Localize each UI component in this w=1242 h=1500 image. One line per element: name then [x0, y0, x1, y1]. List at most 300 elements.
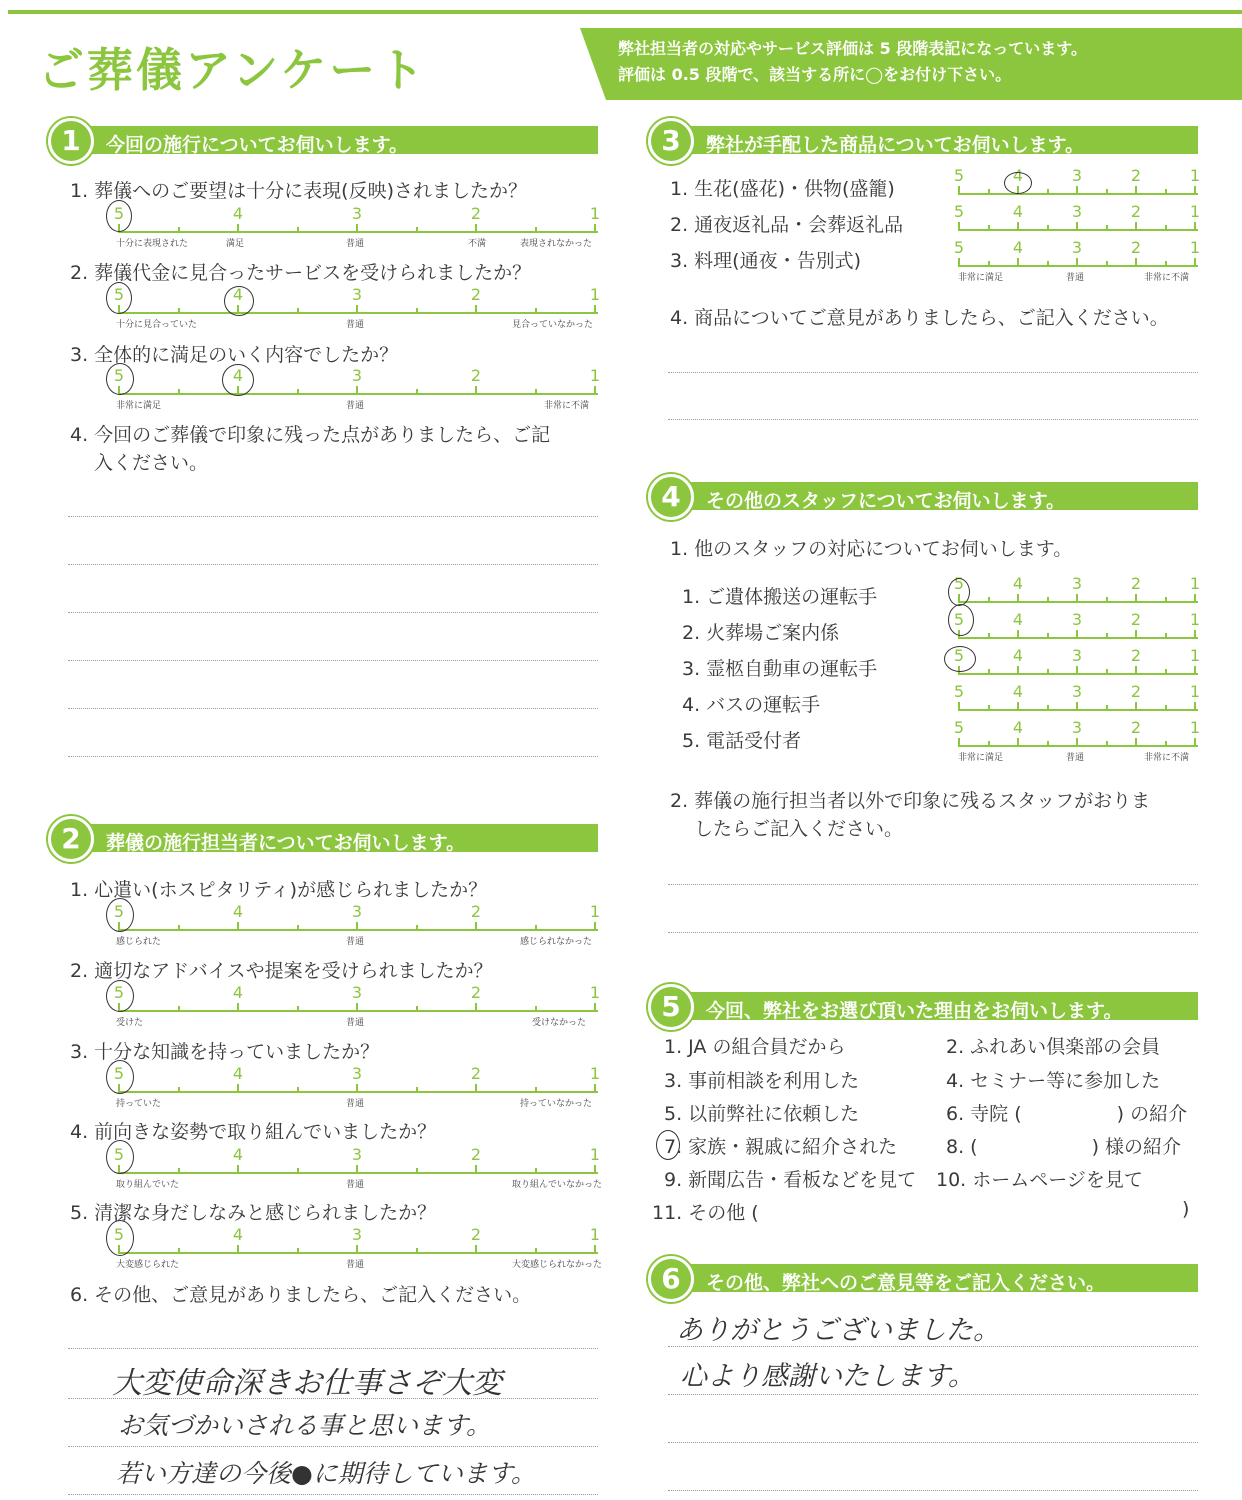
scale-half-tick	[1165, 669, 1167, 674]
scale-tick	[1135, 630, 1137, 639]
scale-half-tick	[297, 1248, 299, 1253]
scale-tick	[1076, 738, 1078, 747]
scale-half-tick	[297, 308, 299, 313]
answer-mark-5[interactable]	[106, 1060, 134, 1094]
section-3-title: 弊社が手配した商品についてお伺いします。	[706, 134, 1085, 156]
scale-half-tick	[178, 308, 180, 313]
scale-label: 普通	[346, 937, 365, 947]
scale-label: 普通	[346, 1260, 365, 1270]
scale-tick	[237, 922, 239, 931]
scale-number[interactable]: 4	[1012, 574, 1024, 593]
header-note-1: 弊社担当者の対応やサービス評価は 5 段階表記になっています。	[618, 39, 1087, 58]
s4-item-5: 5. 電話受付者	[682, 730, 802, 752]
scale-half-tick	[1106, 189, 1108, 194]
scale-label: 感じられなかった	[520, 937, 593, 947]
scale-number[interactable]: 2	[470, 366, 482, 385]
s1-q2-text: 2. 葬儀代金に見合ったサービスを受けられましたか？	[70, 262, 532, 284]
scale-number[interactable]: 1	[589, 1225, 601, 1244]
scale-half-tick	[297, 1006, 299, 1011]
scale-label: 普通	[346, 1180, 365, 1190]
scale-number[interactable]: 4	[1012, 238, 1024, 257]
scale-number[interactable]: 5	[953, 202, 965, 221]
scale-number[interactable]: 4	[232, 1064, 244, 1083]
scale-tick	[475, 1003, 477, 1012]
scale-half-tick	[1165, 261, 1167, 266]
scale-number[interactable]: 2	[1130, 202, 1142, 221]
s4-item-4: 4. バスの運転手	[682, 694, 821, 716]
write-line	[68, 516, 598, 517]
scale-number[interactable]: 3	[351, 902, 363, 921]
scale-half-tick	[1165, 189, 1167, 194]
scale-number[interactable]: 4	[232, 285, 244, 304]
scale-half-tick	[1165, 705, 1167, 710]
scale-tick	[237, 1084, 239, 1093]
scale-label: 大変感じられた	[116, 1260, 180, 1270]
scale-number[interactable]: 2	[470, 285, 482, 304]
scale-tick	[594, 1165, 596, 1174]
scale-tick	[356, 1084, 358, 1093]
scale-number[interactable]: 5	[113, 902, 125, 921]
scale-half-tick	[178, 227, 180, 232]
reason-option-7[interactable]: 7. 家族・親戚に紹介された	[664, 1136, 898, 1158]
scale-label: 普通	[1066, 753, 1085, 763]
scale-label: 普通	[346, 1099, 365, 1109]
handwritten-comment-3: 若い方達の今後●に期待しています。	[116, 1459, 536, 1488]
write-line	[68, 1494, 598, 1495]
handwritten-comment-5: 心より感謝いたします。	[680, 1361, 975, 1392]
scale-label: 受けなかった	[532, 1018, 587, 1028]
handwritten-comment-4: ありがとうございました。	[676, 1315, 1000, 1346]
reason-option-4[interactable]: 4. セミナー等に参加した	[946, 1070, 1161, 1092]
scale-label: 普通	[346, 320, 365, 330]
s4-item-1: 1. ご遺体搬送の運転手	[682, 586, 878, 608]
answer-mark-5[interactable]	[948, 578, 970, 606]
scale-tick	[1135, 666, 1137, 675]
scale-number[interactable]: 5	[953, 646, 965, 665]
scale-half-tick	[1047, 741, 1049, 746]
scale-tick	[1194, 258, 1196, 267]
scale-half-tick	[535, 1168, 537, 1173]
scale-tick	[1076, 702, 1078, 711]
answer-mark-5[interactable]	[106, 1220, 134, 1256]
section-3-header	[648, 124, 1198, 156]
reason-option-11-close: )	[1182, 1198, 1190, 1220]
s2-q4-text: 4. 前向きな姿勢で取り組んでいましたか？	[70, 1121, 437, 1143]
s1-q2-scale	[113, 285, 601, 331]
scale-number[interactable]: 4	[1012, 166, 1024, 185]
s2-q3-scale	[113, 1064, 601, 1110]
answer-mark-5[interactable]	[106, 1140, 134, 1174]
scale-label: 普通	[1066, 273, 1085, 283]
scale-number[interactable]: 1	[1189, 682, 1201, 701]
reason-option-3[interactable]: 3. 事前相談を利用した	[664, 1070, 860, 1092]
scale-number[interactable]: 5	[953, 238, 965, 257]
scale-number[interactable]: 5	[953, 610, 965, 629]
scale-tick	[1076, 594, 1078, 603]
s1-q1-text: 1. 葬儀へのご要望は十分に表現(反映)されましたか？	[70, 180, 527, 202]
scale-tick	[1017, 222, 1019, 231]
scale-tick	[1017, 630, 1019, 639]
scale-number[interactable]: 1	[1189, 574, 1201, 593]
scale-label: 不満	[468, 239, 487, 249]
scale-number[interactable]: 4	[232, 1145, 244, 1164]
scale-half-tick	[1106, 633, 1108, 638]
scale-half-tick	[178, 1248, 180, 1253]
scale-tick	[958, 222, 960, 231]
write-line	[68, 708, 598, 709]
scale-tick	[1017, 594, 1019, 603]
scale-tick	[594, 1003, 596, 1012]
section-5-title: 今回、弊社をお選び頂いた理由をお伺いします。	[706, 1000, 1123, 1022]
scale-number[interactable]: 4	[1012, 610, 1024, 629]
section-2-header	[48, 822, 598, 854]
section-1-number: 1	[48, 118, 94, 164]
scale-number[interactable]: 2	[1130, 682, 1142, 701]
scale-label: 十分に表現された	[116, 239, 189, 249]
reason-option-8[interactable]: 8. ( ) 様の紹介	[946, 1136, 1182, 1158]
scale-number[interactable]: 5	[953, 718, 965, 737]
s2-q5-text: 5. 清潔な身だしなみと感じられましたか？	[70, 1202, 437, 1224]
s2-q4-scale	[113, 1145, 603, 1191]
reason-option-2[interactable]: 2. ふれあい倶楽部の会員	[946, 1036, 1161, 1058]
scale-tick	[1017, 258, 1019, 267]
scale-number[interactable]: 5	[953, 166, 965, 185]
s2-q6-text: 6. その他、ご意見がありましたら、ご記入ください。	[70, 1284, 532, 1306]
reason-option-10[interactable]: 10. ホームページを見て	[936, 1169, 1143, 1191]
section-3-number: 3	[648, 118, 694, 164]
scale-number[interactable]: 2	[1130, 610, 1142, 629]
scale-label: 満足	[226, 239, 245, 249]
write-line	[668, 932, 1198, 933]
scale-half-tick	[988, 261, 990, 266]
scale-number[interactable]: 1	[589, 285, 601, 304]
section-1-title: 今回の施行についてお伺いします。	[106, 134, 409, 156]
scale-label: 取り組んでいた	[116, 1180, 180, 1190]
reason-option-6[interactable]: 6. 寺院 ( ) の紹介	[946, 1103, 1188, 1125]
scale-tick	[1194, 666, 1196, 675]
scale-half-tick	[178, 1087, 180, 1092]
reason-option-1[interactable]: 1. JA の組合員だから	[664, 1036, 846, 1058]
scale-number[interactable]: 3	[351, 285, 363, 304]
s1-q1-scale	[113, 204, 601, 250]
scale-tick	[1017, 702, 1019, 711]
scale-label: 普通	[346, 239, 365, 249]
section-4-title: その他のスタッフについてお伺いします。	[706, 490, 1066, 512]
scale-half-tick	[1047, 189, 1049, 194]
scale-number[interactable]: 3	[1071, 166, 1083, 185]
page-title: ご葬儀アンケート	[38, 43, 428, 97]
scale-number[interactable]: 3	[1071, 646, 1083, 665]
scale-half-tick	[535, 308, 537, 313]
reason-option-5[interactable]: 5. 以前弊社に依頼した	[664, 1103, 860, 1125]
write-line	[668, 419, 1198, 420]
scale-label: 非常に不満	[1144, 753, 1190, 763]
scale-label: 普通	[346, 1018, 365, 1028]
header	[8, 10, 1242, 100]
answer-mark-4[interactable]	[222, 364, 254, 396]
section-6-title: その他、弊社へのご意見等をご記入ください。	[706, 1272, 1106, 1294]
scale-tick	[1076, 186, 1078, 195]
scale-tick	[356, 1165, 358, 1174]
reason-option-11[interactable]: 11. その他 (	[652, 1202, 759, 1224]
scale-half-tick	[988, 597, 990, 602]
answer-mark-5[interactable]	[106, 980, 134, 1012]
scale-half-tick	[988, 705, 990, 710]
scale-tick	[1076, 222, 1078, 231]
scale-half-tick	[1106, 741, 1108, 746]
scale-tick	[1017, 666, 1019, 675]
scale-label: 非常に不満	[544, 401, 590, 411]
scale-number[interactable]: 3	[1071, 238, 1083, 257]
scale-tick	[1194, 702, 1196, 711]
scale-half-tick	[1106, 225, 1108, 230]
scale-half-tick	[297, 389, 299, 394]
reason-option-9[interactable]: 9. 新聞広告・看板などを見て	[664, 1169, 917, 1191]
scale-half-tick	[297, 1087, 299, 1092]
scale-half-tick	[297, 1168, 299, 1173]
s4-item-2: 2. 火葬場ご案内係	[682, 622, 840, 644]
answer-mark-4[interactable]	[1004, 172, 1032, 194]
write-line	[668, 884, 1198, 885]
scale-number[interactable]: 5	[113, 366, 125, 385]
write-line	[68, 1348, 598, 1349]
scale-number[interactable]: 3	[351, 983, 363, 1002]
scale-half-tick	[1165, 225, 1167, 230]
scale-tick	[958, 186, 960, 195]
scale-label: 持っていなかった	[520, 1099, 593, 1109]
scale-tick	[958, 738, 960, 747]
scale-tick	[1194, 630, 1196, 639]
answer-mark-5[interactable]	[106, 898, 134, 932]
answer-mark-5[interactable]	[948, 604, 974, 636]
scale-half-tick	[297, 925, 299, 930]
section-6-header	[648, 1262, 1198, 1294]
scale-tick	[237, 224, 239, 233]
scale-tick	[1194, 594, 1196, 603]
scale-number[interactable]: 5	[113, 1225, 125, 1244]
scale-tick	[958, 258, 960, 267]
scale-number[interactable]: 1	[589, 902, 601, 921]
s3-item-3: 3. 料理(通夜・告別式)	[670, 250, 861, 272]
scale-number[interactable]: 4	[1012, 718, 1024, 737]
scale-label: 受けた	[116, 1018, 144, 1028]
scale-half-tick	[535, 1248, 537, 1253]
scale-half-tick	[988, 669, 990, 674]
answer-mark-7[interactable]	[656, 1130, 680, 1160]
scale-number[interactable]: 3	[351, 204, 363, 223]
s2-q2-scale	[113, 983, 601, 1029]
scale-number[interactable]: 4	[1012, 646, 1024, 665]
scale-number[interactable]: 1	[589, 366, 601, 385]
scale-number[interactable]: 2	[470, 1064, 482, 1083]
scale-half-tick	[416, 1087, 418, 1092]
scale-number[interactable]: 1	[589, 983, 601, 1002]
scale-label: 十分に見合っていた	[116, 320, 198, 330]
s4-q1-text: 1. 他のスタッフの対応についてお伺いします。	[670, 538, 1073, 560]
write-line	[68, 612, 598, 613]
scale-half-tick	[1165, 633, 1167, 638]
scale-number[interactable]: 4	[232, 902, 244, 921]
scale-number[interactable]: 5	[953, 574, 965, 593]
scale-number[interactable]: 4	[1012, 202, 1024, 221]
scale-number[interactable]: 3	[351, 1064, 363, 1083]
scale-number[interactable]: 4	[1012, 682, 1024, 701]
s1-q4-line2: 入ください。	[94, 452, 209, 474]
scale-number[interactable]: 1	[589, 1145, 601, 1164]
scale-half-tick	[535, 1006, 537, 1011]
answer-mark-5[interactable]	[106, 200, 132, 232]
scale-tick	[594, 1084, 596, 1093]
scale-tick	[594, 305, 596, 314]
answer-mark-5[interactable]	[106, 363, 134, 395]
scale-number[interactable]: 1	[1189, 718, 1201, 737]
scale-number[interactable]: 3	[351, 1225, 363, 1244]
scale-label: 非常に不満	[1144, 273, 1190, 283]
scale-number[interactable]: 2	[1130, 646, 1142, 665]
scale-number[interactable]: 5	[953, 682, 965, 701]
write-line	[668, 1394, 1198, 1395]
scale-tick	[1017, 738, 1019, 747]
write-line	[68, 756, 598, 757]
s3-scale-3	[953, 238, 1201, 284]
scale-half-tick	[535, 389, 537, 394]
scale-half-tick	[1047, 669, 1049, 674]
scale-number[interactable]: 4	[232, 1225, 244, 1244]
scale-half-tick	[988, 741, 990, 746]
header-top-bar	[8, 10, 1242, 14]
scale-half-tick	[416, 1168, 418, 1173]
scale-label: 大変感じられなかった	[512, 1260, 603, 1270]
scale-number[interactable]: 3	[351, 366, 363, 385]
scale-number[interactable]: 2	[1130, 238, 1142, 257]
scale-half-tick	[178, 925, 180, 930]
scale-number[interactable]: 1	[589, 204, 601, 223]
section-4-header	[648, 480, 1198, 512]
scale-number[interactable]: 3	[1071, 682, 1083, 701]
scale-half-tick	[1047, 597, 1049, 602]
write-line	[668, 372, 1198, 373]
scale-number[interactable]: 1	[1189, 646, 1201, 665]
scale-tick	[475, 1165, 477, 1174]
scale-number[interactable]: 1	[1189, 238, 1201, 257]
scale-number[interactable]: 3	[1071, 718, 1083, 737]
scale-number[interactable]: 5	[113, 204, 125, 223]
scale-number[interactable]: 2	[470, 1225, 482, 1244]
scale-number[interactable]: 1	[1189, 610, 1201, 629]
scale-tick	[356, 305, 358, 314]
scale-tick	[475, 922, 477, 931]
write-line	[68, 660, 598, 661]
scale-tick	[475, 1245, 477, 1254]
scale-number[interactable]: 3	[1071, 574, 1083, 593]
scale-number[interactable]: 4	[232, 204, 244, 223]
scale-label: 感じられた	[116, 937, 162, 947]
scale-half-tick	[297, 227, 299, 232]
scale-number[interactable]: 5	[113, 1145, 125, 1164]
scale-label: 普通	[346, 401, 365, 411]
scale-half-tick	[988, 189, 990, 194]
scale-number[interactable]: 3	[351, 1145, 363, 1164]
scale-number[interactable]: 5	[113, 1064, 125, 1083]
scale-number[interactable]: 5	[113, 285, 125, 304]
scale-label: 持っていた	[116, 1099, 162, 1109]
s4-q2-line1: 2. 葬儀の施行担当者以外で印象に残るスタッフがおりま	[670, 790, 1151, 812]
section-6-number: 6	[648, 1256, 694, 1302]
scale-number[interactable]: 1	[1189, 166, 1201, 185]
scale-number[interactable]: 2	[1130, 166, 1142, 185]
scale-number[interactable]: 2	[470, 902, 482, 921]
s1-q4-line1: 4. 今回のご葬儀で印象に残った点がありましたら、ご記	[70, 424, 551, 446]
scale-half-tick	[416, 1248, 418, 1253]
scale-half-tick	[1165, 597, 1167, 602]
scale-number[interactable]: 3	[1071, 202, 1083, 221]
scale-tick	[958, 702, 960, 711]
scale-number[interactable]: 4	[232, 983, 244, 1002]
scale-tick	[1135, 222, 1137, 231]
answer-mark-5[interactable]	[944, 646, 976, 672]
write-line	[668, 1490, 1198, 1491]
answer-mark-5[interactable]	[106, 282, 132, 314]
scale-half-tick	[988, 633, 990, 638]
write-line	[668, 1442, 1198, 1443]
scale-number[interactable]: 2	[470, 204, 482, 223]
scale-number[interactable]: 3	[1071, 610, 1083, 629]
scale-tick	[356, 386, 358, 395]
scale-number[interactable]: 2	[470, 1145, 482, 1164]
write-line	[68, 1446, 598, 1447]
scale-half-tick	[1047, 225, 1049, 230]
scale-tick	[1135, 186, 1137, 195]
header-note-2: 評価は 0.5 段階で、該当する所に◯をお付け下さい。	[618, 65, 1012, 84]
s2-q5-scale	[113, 1225, 603, 1271]
scale-half-tick	[416, 308, 418, 313]
s2-q1-text: 1. 心遣い(ホスピタリティ)が感じられましたか？	[70, 879, 488, 901]
scale-tick	[1135, 258, 1137, 267]
scale-half-tick	[1047, 633, 1049, 638]
scale-half-tick	[1047, 705, 1049, 710]
scale-number[interactable]: 2	[1130, 718, 1142, 737]
section-2-title: 葬儀の施行担当者についてお伺いします。	[106, 832, 466, 854]
s1-q3-text: 3. 全体的に満足のいく内容でしたか？	[70, 344, 399, 366]
scale-number[interactable]: 1	[1189, 202, 1201, 221]
scale-half-tick	[416, 1006, 418, 1011]
scale-tick	[1194, 186, 1196, 195]
s1-q3-scale	[113, 366, 601, 412]
scale-number[interactable]: 2	[470, 983, 482, 1002]
scale-number[interactable]: 5	[113, 983, 125, 1002]
answer-mark-4[interactable]	[224, 286, 254, 316]
s2-q2-text: 2. 適切なアドバイスや提案を受けられましたか？	[70, 960, 493, 982]
section-4-number: 4	[648, 474, 694, 520]
handwritten-comment-1: 大変使命深きお仕事さぞ大変	[112, 1366, 502, 1401]
scale-label: 取り組んでいなかった	[512, 1180, 603, 1190]
scale-number[interactable]: 2	[1130, 574, 1142, 593]
scale-label: 表現されなかった	[520, 239, 593, 249]
scale-tick	[1194, 222, 1196, 231]
section-5-number: 5	[648, 984, 694, 1030]
scale-half-tick	[1165, 741, 1167, 746]
scale-half-tick	[416, 227, 418, 232]
scale-number[interactable]: 4	[232, 366, 244, 385]
section-5-header	[648, 990, 1198, 1022]
scale-tick	[475, 305, 477, 314]
scale-label: 見合っていなかった	[512, 320, 594, 330]
scale-label: 非常に満足	[958, 273, 1004, 283]
scale-number[interactable]: 1	[589, 1064, 601, 1083]
scale-half-tick	[1047, 261, 1049, 266]
scale-half-tick	[178, 1168, 180, 1173]
scale-tick	[594, 922, 596, 931]
